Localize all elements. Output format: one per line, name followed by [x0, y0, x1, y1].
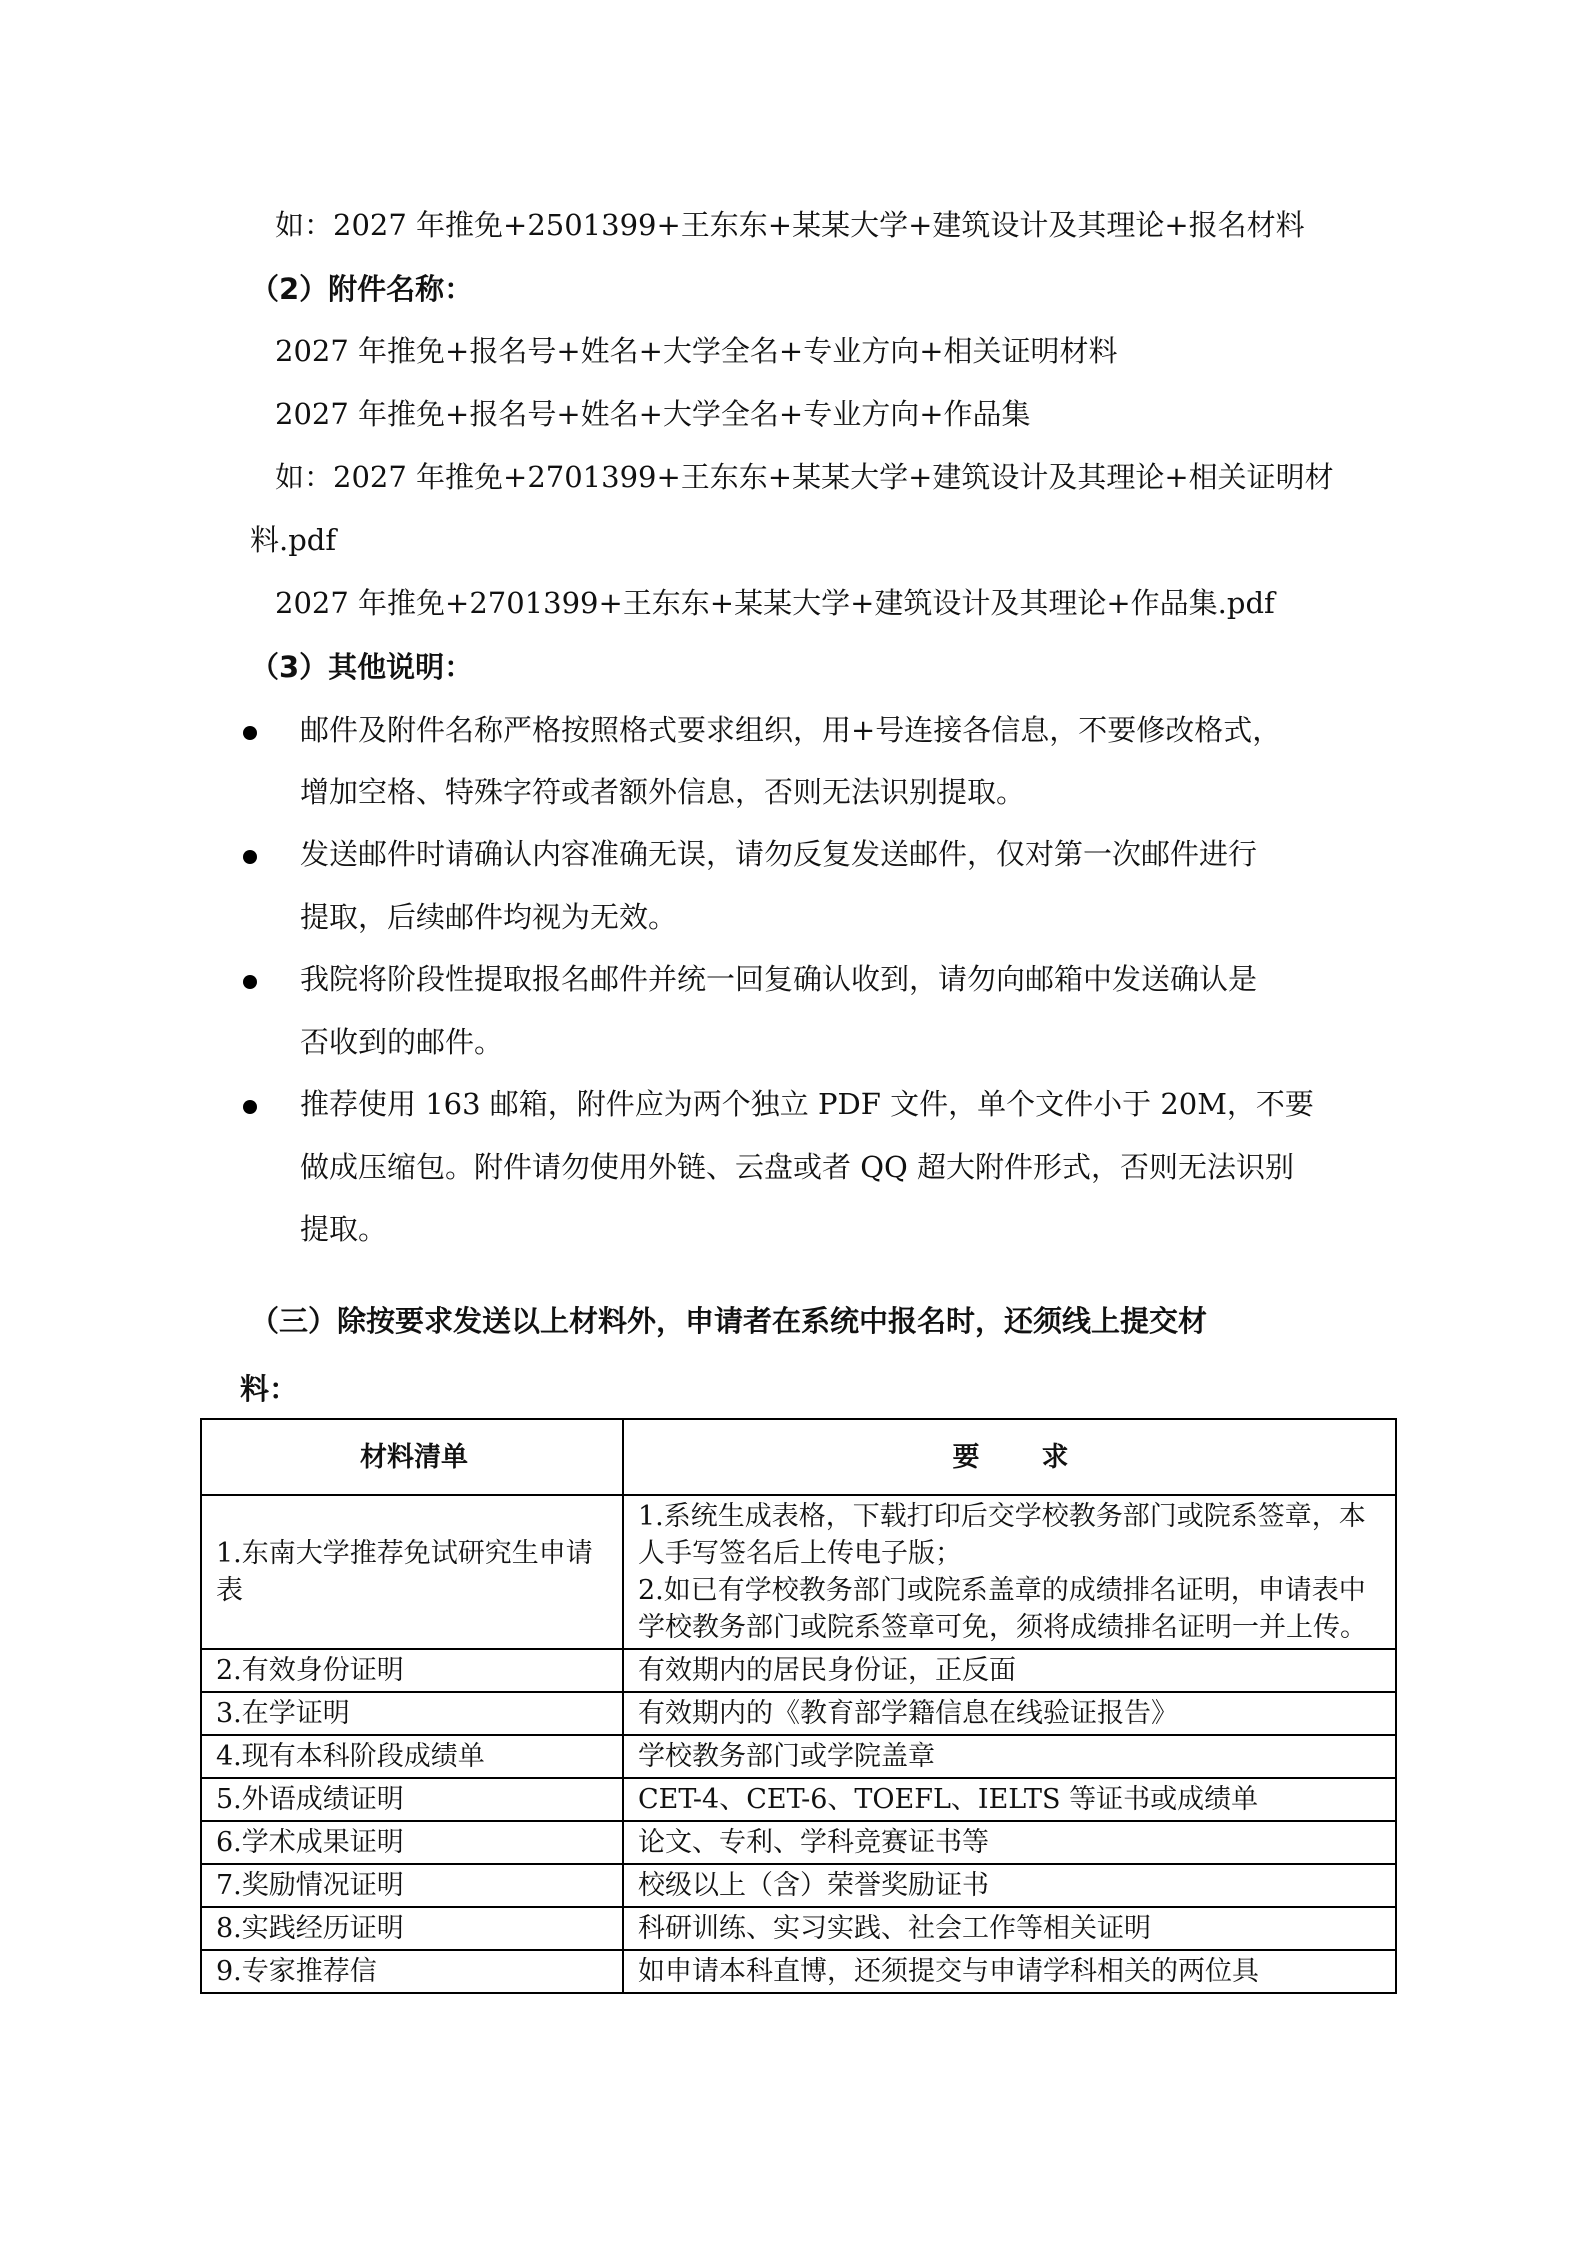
- requirement-line: 1.系统生成表格，下载打印后交学校教务部门或院系签章，本人手写签名后上传电子版；: [638, 1501, 1366, 1569]
- column-header-requirements: [623, 1419, 1396, 1495]
- list-item-text: 邮件及附件名称严格按照格式要求组织，用+号连接各信息，不要修改格式，: [300, 713, 1282, 747]
- material-name: 7.奖励情况证明: [201, 1864, 623, 1907]
- list-item-text: 我院将阶段性提取报名邮件并统一回复确认收到，请勿向邮箱中发送确认是: [300, 962, 1258, 996]
- example-attachment-certificates-cont: 料.pdf: [250, 523, 337, 557]
- material-requirement: 科研训练、实习实践、社会工作等相关证明: [623, 1907, 1396, 1950]
- table-row: [201, 1950, 1396, 1993]
- attachment-format-portfolio: 2027 年推免+报名号+姓名+大学全名+专业方向+作品集: [275, 397, 1031, 431]
- list-item-text: 做成压缩包。附件请勿使用外链、云盘或者 QQ 超大附件形式，否则无法识别: [300, 1150, 1294, 1184]
- list-item-text: 增加空格、特殊字符或者额外信息，否则无法识别提取。: [300, 775, 1026, 809]
- bullet-icon: [243, 850, 257, 864]
- section-3-heading-cont: 料：: [240, 1372, 299, 1406]
- column-header-materials: 材料清单: [201, 1419, 623, 1495]
- example-attachment-portfolio: 2027 年推免+2701399+王东东+某某大学+建筑设计及其理论+作品集.pdf: [275, 586, 1275, 620]
- table-row: [201, 1821, 1396, 1864]
- table-header-row: [201, 1419, 1396, 1495]
- attachment-name-heading: （2）附件名称：: [250, 272, 474, 306]
- list-item-text: 否收到的邮件。: [300, 1025, 504, 1059]
- material-requirement: 学校教务部门或学院盖章: [623, 1735, 1396, 1778]
- list-item-text: 发送邮件时请确认内容准确无误，请勿反复发送邮件，仅对第一次邮件进行: [300, 837, 1258, 871]
- column-header-requirements-part1: 要: [952, 1441, 982, 1473]
- material-requirement: CET-4、CET-6、TOEFL、IELTS 等证书或成绩单: [623, 1778, 1396, 1821]
- bullet-icon: [243, 975, 257, 989]
- material-name: 8.实践经历证明: [201, 1907, 623, 1950]
- list-item-text: 提取。: [300, 1212, 388, 1246]
- material-requirement: 论文、专利、学科竞赛证书等: [623, 1821, 1396, 1864]
- material-name: 1.东南大学推荐免试研究生申请表: [201, 1495, 623, 1649]
- material-requirement: 如申请本科直博，还须提交与申请学科相关的两位具: [623, 1950, 1396, 1993]
- material-requirement: 校级以上（含）荣誉奖励证书: [623, 1864, 1396, 1907]
- table-row: [201, 1778, 1396, 1821]
- table-row: [201, 1495, 1396, 1649]
- attachment-format-certificates: 2027 年推免+报名号+姓名+大学全名+专业方向+相关证明材料: [275, 334, 1118, 368]
- material-name: 5.外语成绩证明: [201, 1778, 623, 1821]
- material-name: 4.现有本科阶段成绩单: [201, 1735, 623, 1778]
- table-row: [201, 1864, 1396, 1907]
- table-row: [201, 1649, 1396, 1692]
- list-item-text: 提取，后续邮件均视为无效。: [300, 900, 678, 934]
- requirement-line: 2.如已有学校教务部门或院系盖章的成绩排名证明，申请表中学校教务部门或院系签章可免，须将成绩排名证明一并上传。: [638, 1575, 1367, 1643]
- list-item-text: 推荐使用 163 邮箱，附件应为两个独立 PDF 文件，单个文件小于 20M，不要: [300, 1087, 1314, 1121]
- material-name: 9.专家推荐信: [201, 1950, 623, 1993]
- section-3-heading: （三）除按要求发送以上材料外，申请者在系统中报名时，还须线上提交材: [250, 1304, 1208, 1338]
- material-requirement: 有效期内的居民身份证，正反面: [623, 1649, 1396, 1692]
- material-name: 2.有效身份证明: [201, 1649, 623, 1692]
- table-row: [201, 1907, 1396, 1950]
- table-row: [201, 1735, 1396, 1778]
- other-notes-heading: （3）其他说明：: [250, 650, 474, 684]
- example-email-subject: 如：2027 年推免+2501399+王东东+某某大学+建筑设计及其理论+报名材料: [275, 208, 1305, 242]
- bullet-icon: [243, 726, 257, 740]
- example-attachment-certificates: 如：2027 年推免+2701399+王东东+某某大学+建筑设计及其理论+相关证明材: [275, 460, 1334, 494]
- bullet-icon: [243, 1100, 257, 1114]
- material-requirement: 有效期内的《教育部学籍信息在线验证报告》: [623, 1692, 1396, 1735]
- materials-table: [200, 1418, 1397, 1994]
- column-header-requirements-part2: 求: [1041, 1441, 1071, 1473]
- material-requirement: [623, 1495, 1396, 1649]
- table-row: [201, 1692, 1396, 1735]
- material-name: 6.学术成果证明: [201, 1821, 623, 1864]
- material-name: 3.在学证明: [201, 1692, 623, 1735]
